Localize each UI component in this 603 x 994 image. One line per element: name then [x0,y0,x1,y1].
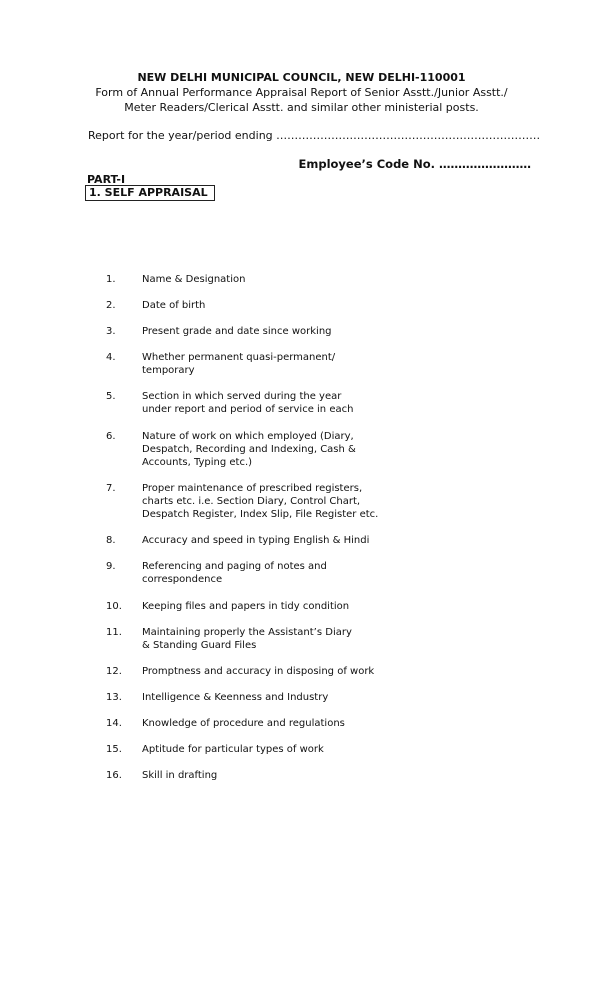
item-text: Skill in drafting [142,770,218,781]
item-text: Referencing and paging of notes and correspondence [142,561,327,585]
item-number: 6. [106,431,116,442]
report-period-line: Report for the year/period ending ……………………………………………………………… [88,129,541,142]
item-text: Accuracy and speed in typing English & Hindi [142,535,370,546]
item-number: 3. [106,326,116,337]
employee-code-line: Employee’s Code No. …………………… [298,157,531,171]
item-text: Nature of work on which employed (Diary, Despatch, Recording and Indexing, Cash & Accounts, Typing etc.) [142,431,356,468]
item-number: 10. [106,601,122,612]
item-number: 15. [106,744,122,755]
item-text: Date of birth [142,300,206,311]
item-number: 1. [106,274,116,285]
item-number: 7. [106,483,116,494]
item-number: 14. [106,718,122,729]
item-text: Maintaining properly the Assistant’s Diary & Standing Guard Files [142,627,352,651]
item-number: 4. [106,352,116,363]
section-heading-self-appraisal: 1. SELF APPRAISAL [85,185,215,201]
item-number: 12. [106,666,122,677]
form-subtitle-line-2: Meter Readers/Clerical Asstt. and similar other ministerial posts. [124,101,479,114]
item-text: Knowledge of procedure and regulations [142,718,345,729]
item-number: 13. [106,692,122,703]
item-number: 11. [106,627,122,638]
item-text: Keeping files and papers in tidy condition [142,601,350,612]
item-text: Whether permanent quasi-permanent/ temporary [142,352,336,376]
item-number: 8. [106,535,116,546]
item-number: 16. [106,770,122,781]
item-text: Section in which served during the year under report and period of service in each [142,391,354,415]
organization-title: NEW DELHI MUNICIPAL COUNCIL, NEW DELHI-110001 [137,71,466,84]
form-subtitle-line-1: Form of Annual Performance Appraisal Report of Senior Asstt./Junior Asstt./ [95,86,508,99]
item-text: Intelligence & Keenness and Industry [142,692,329,703]
item-text: Promptness and accuracy in disposing of work [142,666,375,677]
item-text: Proper maintenance of prescribed registers, charts etc. i.e. Section Diary, Control Chart, Despatch Register, Index Slip, File Register etc. [142,483,379,520]
item-number: 5. [106,391,116,402]
document-header [0,70,603,115]
item-text: Aptitude for particular types of work [142,744,324,755]
item-text: Present grade and date since working [142,326,332,337]
item-number: 9. [106,561,116,572]
item-text: Name & Designation [142,274,246,285]
part-label: PART-I [87,173,126,186]
item-number: 2. [106,300,116,311]
